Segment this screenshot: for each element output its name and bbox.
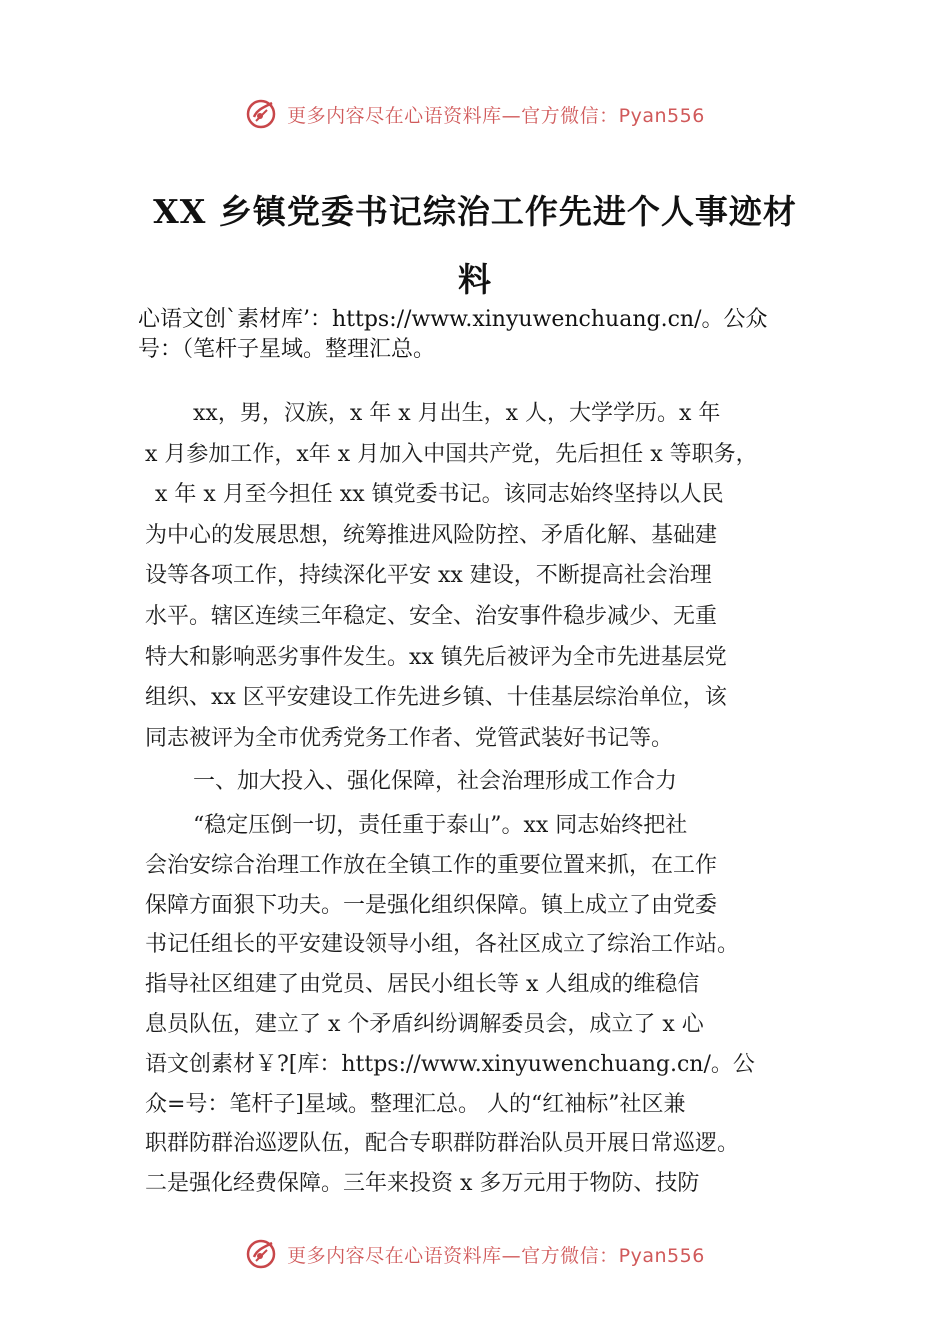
paragraph-line: “稳定压倒一切，责任重于泰山”。xx 同志始终把社 [193, 813, 688, 838]
header-banner-text: 更多内容尽在心语资料库—官方微信：Pyan556 [287, 104, 705, 127]
paragraph-line: 书记任组长的平安建设领导小组，各社区成立了综治工作站。 [145, 932, 740, 958]
source-note-line: 心语文创`素材库’：https://www.xinyuwenchuang.cn/。公众 [138, 307, 768, 332]
paragraph-section-1 [145, 806, 825, 1204]
paragraph-line: 设等各项工作，持续深化平安 xx 建设，不断提高社会治理 [145, 563, 712, 589]
paragraph-line: 职群防群治巡逻队伍，配合专职群防群治队员开展日常巡逻。 [145, 1131, 740, 1157]
paragraph-line: 二是强化经费保障。三年来投资 x 多万元用于物防、技防 [145, 1171, 700, 1197]
source-note [138, 305, 828, 365]
paragraph-line: 语文创素材￥?[库：https://www.xinyuwenchuang.cn/。公 [145, 1051, 755, 1077]
section-heading-1: 一、加大投入、强化保障，社会治理形成工作合力 [193, 769, 678, 794]
document-title-line-2: 料 [458, 260, 492, 299]
brand-logo-icon [245, 97, 279, 131]
paragraph-line: 水平。辖区连续三年稳定、安全、治安事件稳步减少、无重 [145, 603, 718, 629]
paragraph-line: 同志被评为全市优秀党务工作者、党管武装好书记等。 [145, 725, 674, 751]
paragraph-line: 指导社区组建了由党员、居民小组长等 x 人组成的维稳信 [145, 972, 700, 998]
paragraph-line: xx，男，汉族，x 年 x 月出生，x 人，大学学历。x 年 [193, 401, 721, 426]
paragraph-line: 特大和影响恶劣事件发生。xx 镇先后被评为全市先进基层党 [145, 644, 727, 670]
paragraph-intro [145, 394, 825, 759]
paragraph-line: x 年 x 月至今担任 xx 镇党委书记。该同志始终坚持以人民 [155, 482, 724, 508]
paragraph-line: 保障方面狠下功夫。一是强化组织保障。镇上成立了由党委 [145, 892, 718, 918]
paragraph-line: 为中心的发展思想，统筹推进风险防控、矛盾化解、基础建 [145, 522, 718, 548]
source-note-line: 号：（笔杆子星域。整理汇总。 [138, 337, 436, 362]
paragraph-line: 会治安综合治理工作放在全镇工作的重要位置来抓，在工作 [145, 852, 718, 878]
paragraph-line: 息员队伍，建立了 x 个矛盾纠纷调解委员会，成立了 x 心 [145, 1011, 704, 1037]
footer-banner-text: 更多内容尽在心语资料库—官方微信：Pyan556 [287, 1244, 705, 1267]
document-title-line-1: XX 乡镇党委书记综治工作先进个人事迹材 [153, 192, 797, 231]
paragraph-line: 众=号：笔杆子]星域。整理汇总。 人的“红袖标”社区兼 [145, 1091, 686, 1117]
paragraph-line: 组织、xx 区平安建设工作先进乡镇、十佳基层综治单位，该 [145, 685, 727, 711]
footer-banner [0, 1232, 950, 1276]
paragraph-line: x 月参加工作，x年 x 月加入中国共产党，先后担任 x 等职务， [145, 441, 758, 467]
brand-logo-icon [245, 1237, 279, 1271]
header-banner [0, 92, 950, 136]
